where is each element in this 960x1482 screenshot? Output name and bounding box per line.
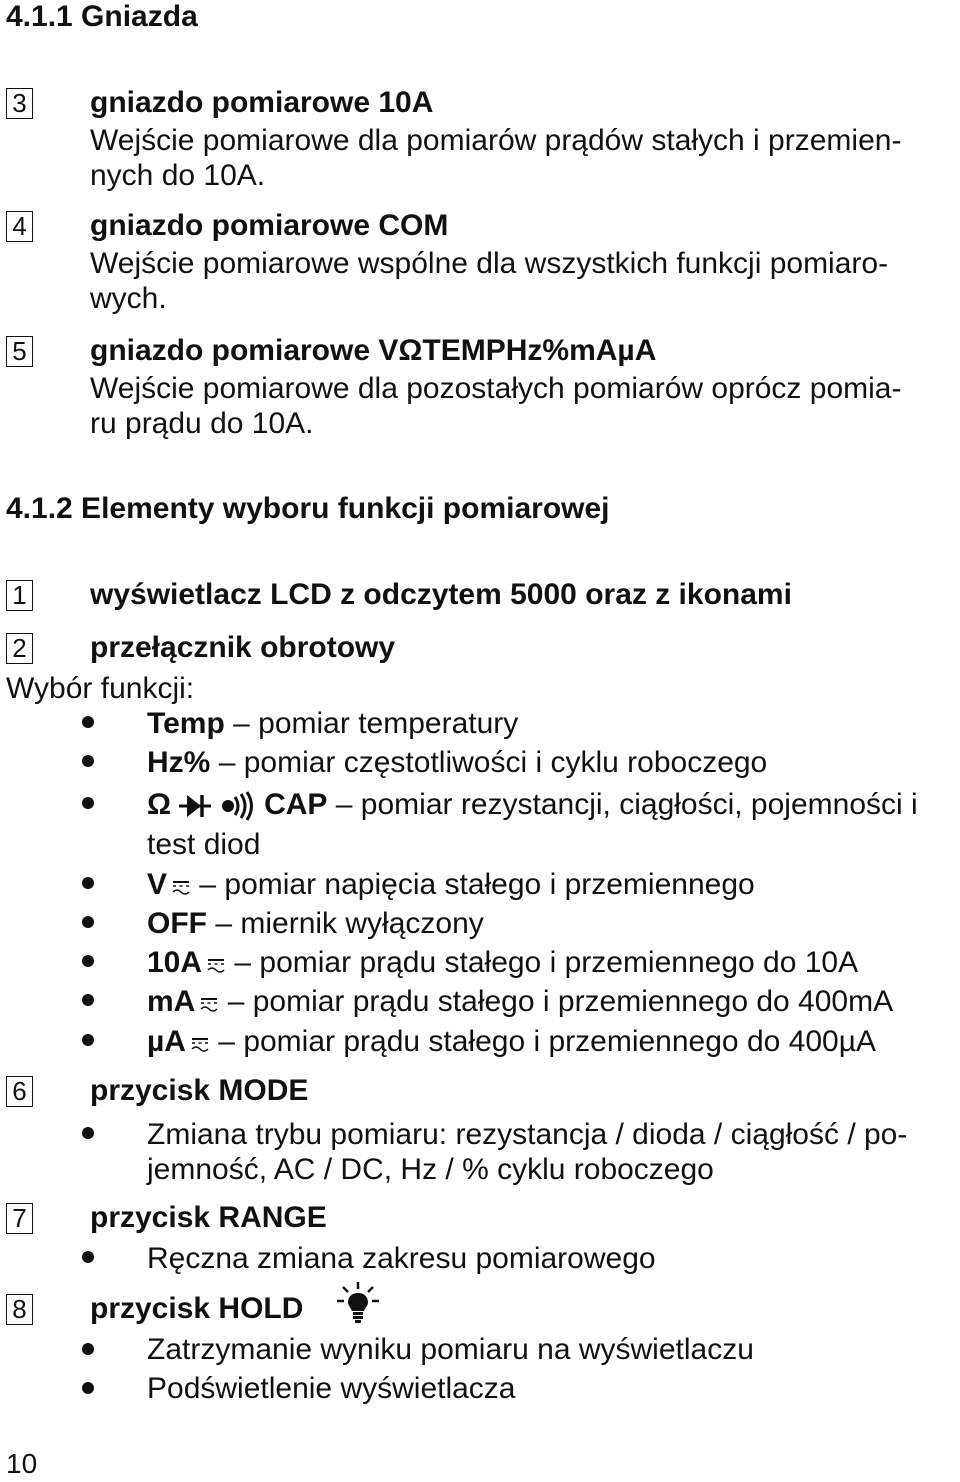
function-key: CAP bbox=[264, 788, 328, 821]
item-number-box: 3 bbox=[6, 88, 33, 119]
bullet bbox=[82, 755, 94, 767]
function-description: – miernik wyłączony bbox=[215, 907, 484, 940]
function-item-temp bbox=[147, 709, 518, 739]
bullet bbox=[82, 1251, 94, 1263]
function-description: – pomiar prądu stałego i przemiennego do 400µA bbox=[218, 1025, 876, 1058]
rotary-switch-title: przełącznik obrotowy bbox=[90, 631, 396, 664]
function-key: mA bbox=[147, 985, 196, 1018]
bullet bbox=[82, 1127, 94, 1139]
function-description: – pomiar częstotliwości i cyklu roboczego bbox=[218, 746, 768, 779]
function-key: Temp bbox=[147, 707, 225, 740]
item-number-box: 1 bbox=[6, 580, 33, 611]
continuity-sound-icon bbox=[220, 791, 256, 821]
ac-dc-symbol-icon bbox=[206, 956, 226, 974]
function-item-off bbox=[147, 909, 484, 939]
function-item-hz bbox=[147, 748, 767, 778]
item-number-box: 2 bbox=[6, 633, 33, 664]
range-button-description: Ręczna zmiana zakresu pomiarowego bbox=[147, 1242, 656, 1275]
item-number-box: 6 bbox=[6, 1076, 33, 1107]
function-key: Ω bbox=[147, 788, 172, 821]
bullet bbox=[82, 1034, 94, 1046]
socket-description: wych. bbox=[90, 282, 167, 315]
function-item-ua bbox=[147, 1027, 876, 1057]
function-key: V bbox=[147, 868, 168, 901]
bullet bbox=[82, 716, 94, 728]
bullet bbox=[82, 1343, 94, 1355]
function-key: Hz% bbox=[147, 746, 211, 779]
socket-title: gniazdo pomiarowe VΩTEMPHz%mAµA bbox=[90, 334, 657, 367]
page-number: 10 bbox=[6, 1448, 38, 1479]
hold-button-description: Zatrzymanie wyniku pomiaru na wyświetlaczu bbox=[147, 1333, 754, 1366]
function-description-continued: test diod bbox=[147, 828, 261, 861]
backlight-bulb-icon bbox=[335, 1281, 381, 1327]
section-heading-function-elements: 4.1.2 Elementy wyboru funkcji pomiarowej bbox=[6, 492, 610, 525]
function-description: – pomiar prądu stałego i przemiennego do 10A bbox=[234, 946, 859, 979]
ac-dc-symbol-icon bbox=[199, 995, 219, 1013]
diode-icon bbox=[179, 792, 211, 820]
function-item-ohm bbox=[147, 790, 918, 821]
socket-title: gniazdo pomiarowe 10A bbox=[90, 86, 434, 119]
socket-description: ru prądu do 10A. bbox=[90, 407, 314, 440]
mode-button-description: Zmiana trybu pomiaru: rezystancja / dioda / ciągłość / po- bbox=[147, 1118, 908, 1151]
function-description: – pomiar napięcia stałego i przemiennego bbox=[199, 868, 755, 901]
socket-description: nych do 10A. bbox=[90, 159, 266, 192]
item-number-box: 4 bbox=[6, 211, 33, 242]
function-item-10a bbox=[147, 948, 858, 978]
function-description: – pomiar rezystancji, ciągłości, pojemności i bbox=[335, 788, 918, 821]
socket-description: Wejście pomiarowe wspólne dla wszystkich funkcji pomiaro- bbox=[90, 247, 889, 280]
function-key: OFF bbox=[147, 907, 207, 940]
ac-dc-symbol-icon bbox=[190, 1035, 210, 1053]
range-button-title: przycisk RANGE bbox=[90, 1201, 327, 1234]
function-item-ma bbox=[147, 987, 893, 1017]
hold-button-title: przycisk HOLD bbox=[90, 1292, 304, 1325]
socket-description: Wejście pomiarowe dla pomiarów prądów stałych i przemien- bbox=[90, 124, 902, 157]
item-number-box: 7 bbox=[6, 1203, 33, 1234]
function-description: – pomiar temperatury bbox=[233, 707, 519, 740]
bullet bbox=[82, 797, 94, 809]
function-description: – pomiar prądu stałego i przemiennego do 400mA bbox=[227, 985, 894, 1018]
socket-title: gniazdo pomiarowe COM bbox=[90, 209, 449, 242]
section-heading-sockets: 4.1.1 Gniazda bbox=[6, 0, 198, 33]
bullet bbox=[82, 994, 94, 1006]
item-number-box: 8 bbox=[6, 1294, 33, 1325]
bullet bbox=[82, 1382, 94, 1394]
bullet bbox=[82, 955, 94, 967]
bullet bbox=[82, 877, 94, 889]
socket-description: Wejście pomiarowe dla pozostałych pomiarów oprócz pomia- bbox=[90, 372, 902, 405]
ac-dc-symbol-icon bbox=[171, 878, 191, 896]
mode-button-description: jemność, AC / DC, Hz / % cyklu roboczego bbox=[147, 1153, 714, 1186]
mode-button-title: przycisk MODE bbox=[90, 1074, 309, 1107]
hold-button-description: Podświetlenie wyświetlacza bbox=[147, 1372, 516, 1405]
lcd-display-title: wyświetlacz LCD z odczytem 5000 oraz z ikonami bbox=[90, 578, 792, 611]
item-number-box: 5 bbox=[6, 336, 33, 367]
function-key: 10A bbox=[147, 946, 203, 979]
function-key: µA bbox=[147, 1025, 186, 1058]
function-item-voltage bbox=[147, 870, 755, 900]
bullet bbox=[82, 916, 94, 928]
function-select-label: Wybór funkcji: bbox=[6, 672, 195, 705]
